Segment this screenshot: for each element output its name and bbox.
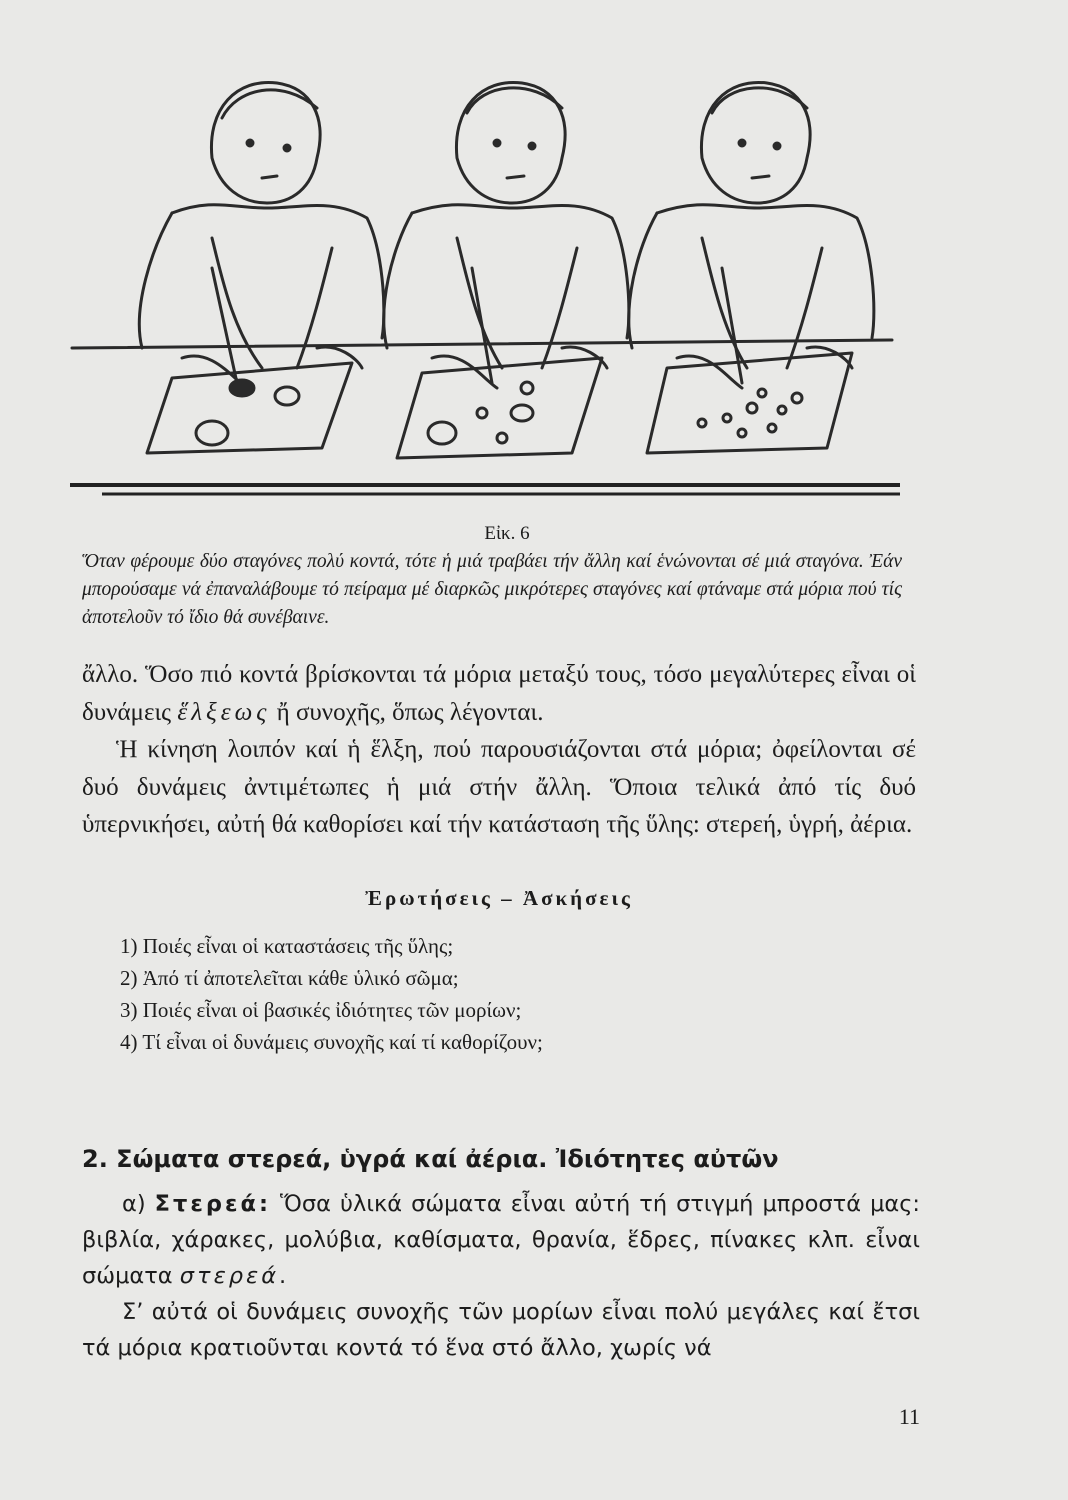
paragraph-text: ἤ συνοχῆς, ὅπως λέγονται. xyxy=(270,698,544,726)
figure-illustration xyxy=(62,48,912,518)
student-figure xyxy=(139,82,384,388)
questions-list xyxy=(120,930,820,1058)
question-item: 2) Ἀπό τί ἀποτελεῖται κάθε ὑλικό σῶμα; xyxy=(120,966,459,990)
body-text xyxy=(82,656,916,844)
paragraph xyxy=(82,656,916,731)
question-item: 3) Ποιές εἶναι οἱ βασικές ἰδιότητες τῶν μορίων; xyxy=(120,998,522,1022)
section-title: 2. Σώματα στερεά, ὑγρά καί ἀέρια. Ἰδιότητες αὐτῶν xyxy=(82,1145,779,1173)
figure-caption xyxy=(82,520,902,632)
figure-caption-text: Ὅταν φέρουμε δύο σταγόνες πολύ κοντά, τότε ἡ μιά τραβάει τήν ἄλλη καί ἑνώνονται σέ μιά σταγόνα. Ἐάν μπορούσαμε νά ἐπαναλάβουμε τό πείραμα μέ διαρκῶς μικρότερες σταγόνες καί φτάναμε στά μόρια πού τίς ἀποτελοῦν τό ἴδιο θά συνέβαινε. xyxy=(82,551,902,628)
page-number: 11 xyxy=(898,1404,920,1429)
section-body xyxy=(82,1186,920,1366)
figure-label: Εἰκ. 6 xyxy=(484,523,530,544)
paragraph: Ἡ κίνηση λοιπόν καί ἡ ἕλξη, πού παρουσιάζονται στά μόρια; ὀφείλονται σέ δυό δυνάμεις ἀντιμέτωπες ἡ μιά στήν ἄλλη. Ὅποια τελικά ἀπό τίς δυό ὑπερνικήσει, αὐτή θά καθορίσει καί τήν κατάσταση τῆς ὕλης: στερεή, ὑγρή, ἀέρια. xyxy=(82,736,916,838)
paragraph-text: ἄλλο. Ὅσο πιό κοντά βρίσκονται τά μόρια μεταξύ τους, τόσο μεγαλύτερες εἶναι οἱ δυνάμεις xyxy=(82,661,916,726)
term-sterea-italic: στερεά xyxy=(179,1263,280,1289)
paragraph: Σ’ αὐτά οἱ δυνάμεις συνοχῆς τῶν μορίων εἶναι πολύ μεγάλες καί ἔτσι τά μόρια κρατιοῦνται κοντά τό ἕνα στό ἄλλο, χωρίς νά xyxy=(82,1299,920,1361)
paragraph-text: . xyxy=(279,1263,287,1289)
paragraph xyxy=(82,1186,920,1294)
term-elxeos: ἕλξεως xyxy=(177,698,271,726)
item-label: α) xyxy=(122,1191,155,1217)
question-item: 4) Τί εἶναι οἱ δυνάμεις συνοχῆς καί τί καθορίζουν; xyxy=(120,1030,543,1054)
exercises-heading: Ἐρωτήσεις – Ἀσκήσεις xyxy=(365,886,633,910)
question-item: 1) Ποιές εἶναι οἱ καταστάσεις τῆς ὕλης; xyxy=(120,934,454,958)
term-sterea: Στερεά: xyxy=(154,1191,271,1217)
paragraph-text: Ὅσα ὑλικά σώματα εἶναι αὐτή τή στιγμή μπροστά μας: βιβλία, χάρακες, μολύβια, καθίσματα, θρανία, ἕδρες, πίνακες κλπ. εἶναι σώματα xyxy=(82,1191,921,1289)
